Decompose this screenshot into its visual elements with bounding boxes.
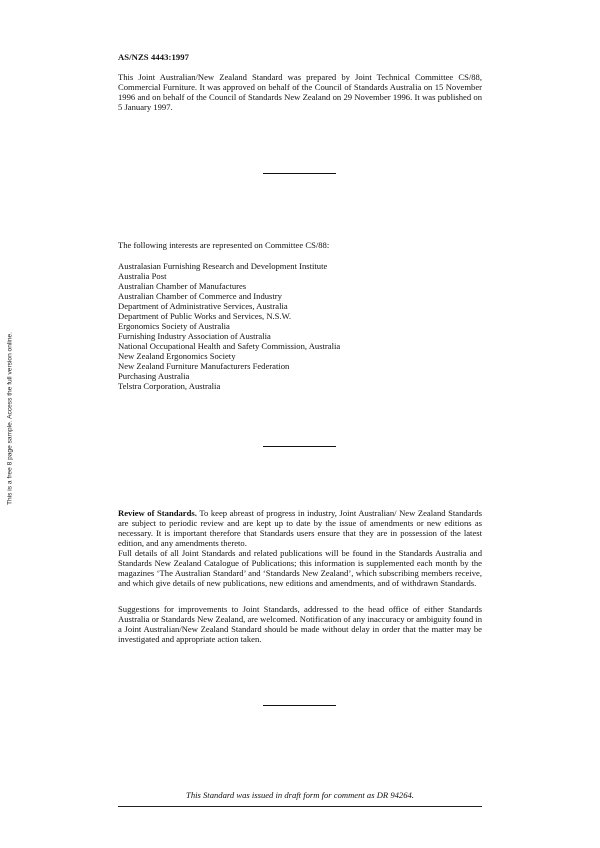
list-item: Telstra Corporation, Australia <box>118 381 221 391</box>
footer-divider <box>118 806 482 807</box>
list-item: Australian Chamber of Commerce and Industry <box>118 291 282 301</box>
section-divider <box>263 173 336 174</box>
list-item: National Occupational Health and Safety Commission, Australia <box>118 341 341 351</box>
list-item: Department of Public Works and Services, N.S.W. <box>118 311 292 321</box>
list-item: Furnishing Industry Association of Australia <box>118 331 271 341</box>
catalogue-paragraph: Full details of all Joint Standards and related publications will be found in the Standards Australia and Standards New Zealand Catalogue of Publications; this information is supplemented each month by the magazines ‘The Australian Standard’ and ‘Standards New Zealand’, which subscribing members receive, and which give details of new publications, new editions and amendments, and of withdrawn Standards. <box>118 548 482 588</box>
list-item: Australasian Furnishing Research and Development Institute <box>118 261 328 271</box>
review-body: To keep abreast of progress in industry, Joint Australian/ New Zealand Standards are subject to periodic review and are kept up to date by the issue of amendments or new editions as necessary. It is important therefore that Standards users ensure that they are in possession of the latest edition, and any amendments thereto. <box>118 508 482 548</box>
list-item: New Zealand Furniture Manufacturers Federation <box>118 361 290 371</box>
list-item: Australia Post <box>118 271 167 281</box>
document-code: AS/NZS 4443:1997 <box>118 52 190 62</box>
draft-note: This Standard was issued in draft form for comment as DR 94264. <box>186 790 414 800</box>
review-paragraph <box>118 508 482 548</box>
section-divider <box>263 705 336 706</box>
suggestions-paragraph: Suggestions for improvements to Joint Standards, addressed to the head office of either Standards Australia or Standards New Zealand, are welcomed. Notification of any inaccuracy or ambiguity found in a Joint Australian/New Zealand Standard should be made without delay in order that the matter may be investigated and appropriate action taken. <box>118 604 482 644</box>
list-item: Department of Administrative Services, Australia <box>118 301 288 311</box>
review-heading: Review of Standards. <box>118 508 197 518</box>
sample-notice: This is a free 8 page sample. Access the full version online. <box>6 332 14 505</box>
list-item: Ergonomics Society of Australia <box>118 321 230 331</box>
list-item: Australian Chamber of Manufactures <box>118 281 247 291</box>
section-divider <box>263 446 336 447</box>
list-item: Purchasing Australia <box>118 371 190 381</box>
interests-list <box>118 261 340 391</box>
interests-intro: The following interests are represented on Committee CS/88: <box>118 240 330 250</box>
list-item: New Zealand Ergonomics Society <box>118 351 236 361</box>
intro-paragraph: This Joint Australian/New Zealand Standard was prepared by Joint Technical Committee CS/88, Commercial Furniture. It was approved on behalf of the Council of Standards Australia on 15 November 1996 and on behalf of the Council of Standards New Zealand on 29 November 1996. It was published on 5 January 1997. <box>118 72 482 112</box>
